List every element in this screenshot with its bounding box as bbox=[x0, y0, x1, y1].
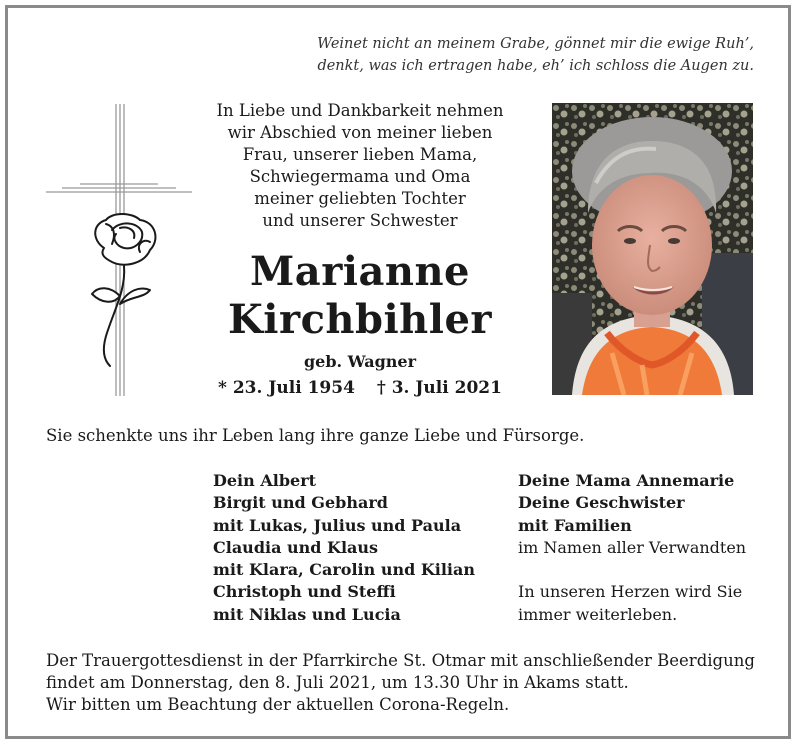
service-line: Wir bitten um Beachtung der aktuellen Corona-Regeln. bbox=[46, 695, 510, 714]
family-line: mit Niklas und Lucia bbox=[213, 604, 401, 624]
deceased-name bbox=[200, 248, 520, 344]
service-line: Der Trauergottesdienst in der Pfarrkirche St. Otmar mit anschließender Beerdigung bbox=[46, 651, 755, 670]
maiden-name: geb. Wagner bbox=[303, 352, 417, 371]
life-dates bbox=[200, 378, 520, 398]
service-info bbox=[46, 650, 755, 716]
first-name: Marianne bbox=[250, 248, 470, 295]
last-name: Kirchbihler bbox=[228, 296, 492, 343]
portrait-photo bbox=[552, 103, 753, 395]
quote-line-1: Weinet nicht an meinem Grabe, gönnet mir die ewige Ruh’, bbox=[317, 36, 754, 52]
family-line: Dein Albert bbox=[213, 471, 317, 490]
family-line: mit Lukas, Julius und Paula bbox=[213, 515, 462, 535]
family-list-right bbox=[518, 470, 746, 626]
intro-line: und unserer Schwester bbox=[262, 211, 458, 230]
family-line: Birgit und Gebhard bbox=[213, 493, 388, 513]
family-line: im Namen aller Verwandten bbox=[518, 537, 747, 557]
family-line: mit Familien bbox=[518, 515, 632, 535]
cross-icon bbox=[40, 100, 200, 400]
family-line: Claudia und Klaus bbox=[213, 537, 379, 557]
intro-line: In Liebe und Dankbarkeit nehmen bbox=[216, 101, 504, 120]
family-list-left bbox=[213, 470, 475, 626]
epigraph-quote bbox=[194, 33, 754, 77]
death-date: † 3. Juli 2021 bbox=[376, 378, 502, 398]
service-line: findet am Donnerstag, den 8. Juli 2021, um 13.30 Uhr in Akams statt. bbox=[46, 673, 629, 692]
intro-text bbox=[200, 100, 520, 232]
family-line: Christoph und Steffi bbox=[213, 582, 396, 602]
intro-line: Schwiegermama und Oma bbox=[249, 167, 471, 186]
birth-date: * 23. Juli 1954 bbox=[218, 378, 355, 398]
spacer bbox=[518, 559, 746, 581]
family-line: Deine Geschwister bbox=[518, 493, 685, 513]
tribute-sentence: Sie schenkte uns ihr Leben lang ihre ganze Liebe und Fürsorge. bbox=[46, 426, 585, 445]
quote-line-2: denkt, was ich ertragen habe, eh’ ich schloss die Augen zu. bbox=[317, 58, 754, 74]
closing-line: In unseren Herzen wird Sie bbox=[518, 582, 743, 602]
closing-line: immer weiterleben. bbox=[518, 604, 678, 624]
family-line: mit Klara, Carolin und Kilian bbox=[213, 560, 475, 580]
family-line: Deine Mama Annemarie bbox=[518, 471, 735, 490]
intro-line: wir Abschied von meiner lieben bbox=[227, 123, 493, 142]
intro-line: meiner geliebten Tochter bbox=[254, 189, 466, 208]
intro-line: Frau, unserer lieben Mama, bbox=[242, 145, 478, 164]
